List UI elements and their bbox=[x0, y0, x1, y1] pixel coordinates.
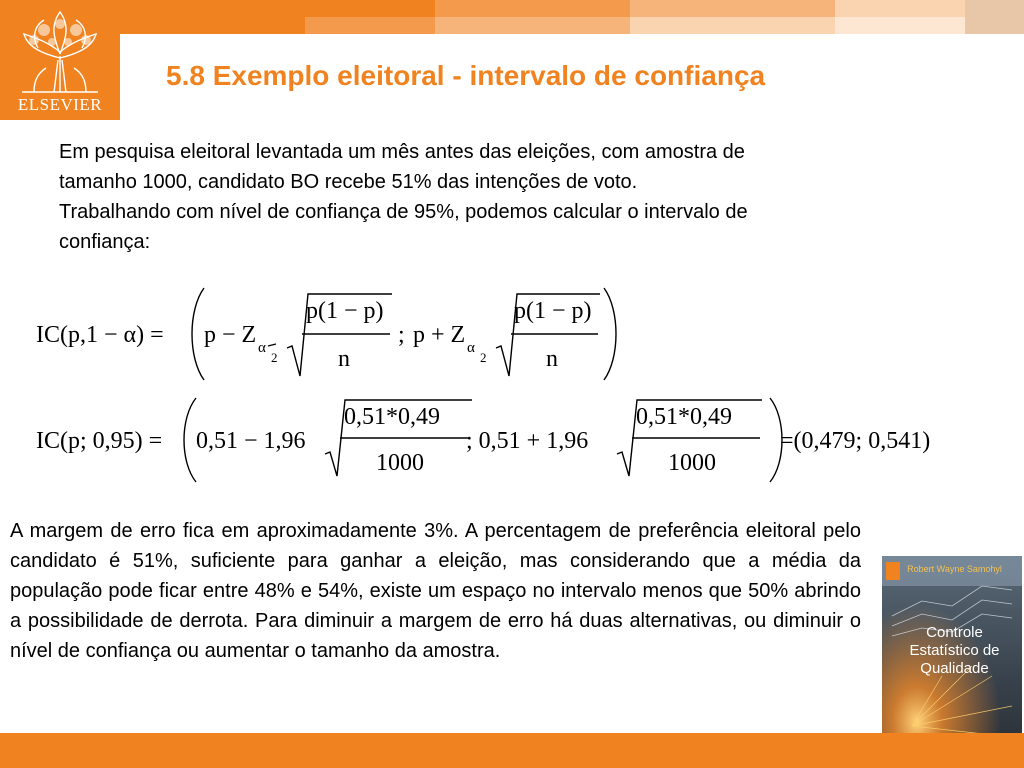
alpha-den-2: 2 bbox=[480, 350, 487, 365]
intro-text bbox=[59, 137, 959, 257]
book-cover-image bbox=[882, 556, 1022, 751]
fraction-numerator: p(1 − p) bbox=[306, 298, 384, 324]
formula-lhs: IC(p,1 − α) = bbox=[36, 322, 164, 348]
left-paren bbox=[192, 288, 204, 380]
formula-numeric-graphic bbox=[0, 392, 1024, 488]
book-author: Robert Wayne Samohyl bbox=[907, 564, 1002, 574]
calc-denominator-2: 1000 bbox=[668, 450, 716, 476]
intro-line: confiança: bbox=[59, 231, 151, 253]
calc-right-term: ; 0,51 + 1,96 bbox=[466, 428, 589, 454]
alpha-sub-2: α bbox=[467, 340, 475, 356]
left-paren bbox=[184, 398, 196, 482]
book-title-line: Controle bbox=[926, 624, 983, 641]
calc-result: =(0,479; 0,541) bbox=[780, 428, 931, 454]
book-title-line: Qualidade bbox=[920, 660, 989, 677]
intro-line: Em pesquisa eleitoral levantada um mês antes das eleições, com amostra de bbox=[59, 141, 745, 163]
footer-decorative-bar bbox=[0, 733, 1024, 768]
alpha-sub: α bbox=[258, 340, 266, 356]
calc-lhs: IC(p; 0,95) = bbox=[36, 428, 163, 454]
book-title-line: Estatístico de bbox=[909, 642, 1000, 659]
intro-line: tamanho 1000, candidato BO recebe 51% das intenções de voto. bbox=[59, 171, 638, 193]
alpha-den: 2 bbox=[271, 350, 278, 365]
calc-numerator: 0,51*0,49 bbox=[344, 404, 440, 430]
header-decorative-bar bbox=[120, 0, 1024, 34]
formula-general-graphic bbox=[0, 280, 1024, 390]
calc-denominator: 1000 bbox=[376, 450, 424, 476]
formula-left-term: p − Z bbox=[204, 322, 257, 348]
explanation-paragraph: A margem de erro fica em aproximadamente 3%. A percentagem de preferência eleitoral pelo candidato é 51%, suficiente para ganhar a eleição, mas considerando que a média da população pode ficar entre 48% e 54%, existe um espaço no intervalo menos que 50% abrindo a possibilidade de derrota. Para diminuir a margem de erro há duas alternativas, ou diminuir o nível de confiança ou aumentar o tamanho da amostra. bbox=[10, 520, 861, 662]
elsevier-logo bbox=[0, 0, 120, 120]
publisher-name: ELSEVIER bbox=[17, 95, 103, 114]
intro-line: Trabalhando com nível de confiança de 95%, podemos calcular o intervalo de bbox=[59, 201, 748, 223]
fraction-denominator-2: n bbox=[546, 346, 558, 372]
calc-numerator-2: 0,51*0,49 bbox=[636, 404, 732, 430]
separator: ; bbox=[398, 322, 405, 348]
formula-right-term: p + Z bbox=[413, 322, 466, 348]
fraction-denominator: n bbox=[338, 346, 350, 372]
slide-title: 5.8 Exemplo eleitoral - intervalo de confiança bbox=[166, 60, 766, 91]
calc-left-term: 0,51 − 1,96 bbox=[196, 428, 306, 454]
fraction-numerator-2: p(1 − p) bbox=[514, 298, 592, 324]
right-paren bbox=[604, 288, 616, 380]
tree-emblem-icon bbox=[14, 8, 106, 94]
